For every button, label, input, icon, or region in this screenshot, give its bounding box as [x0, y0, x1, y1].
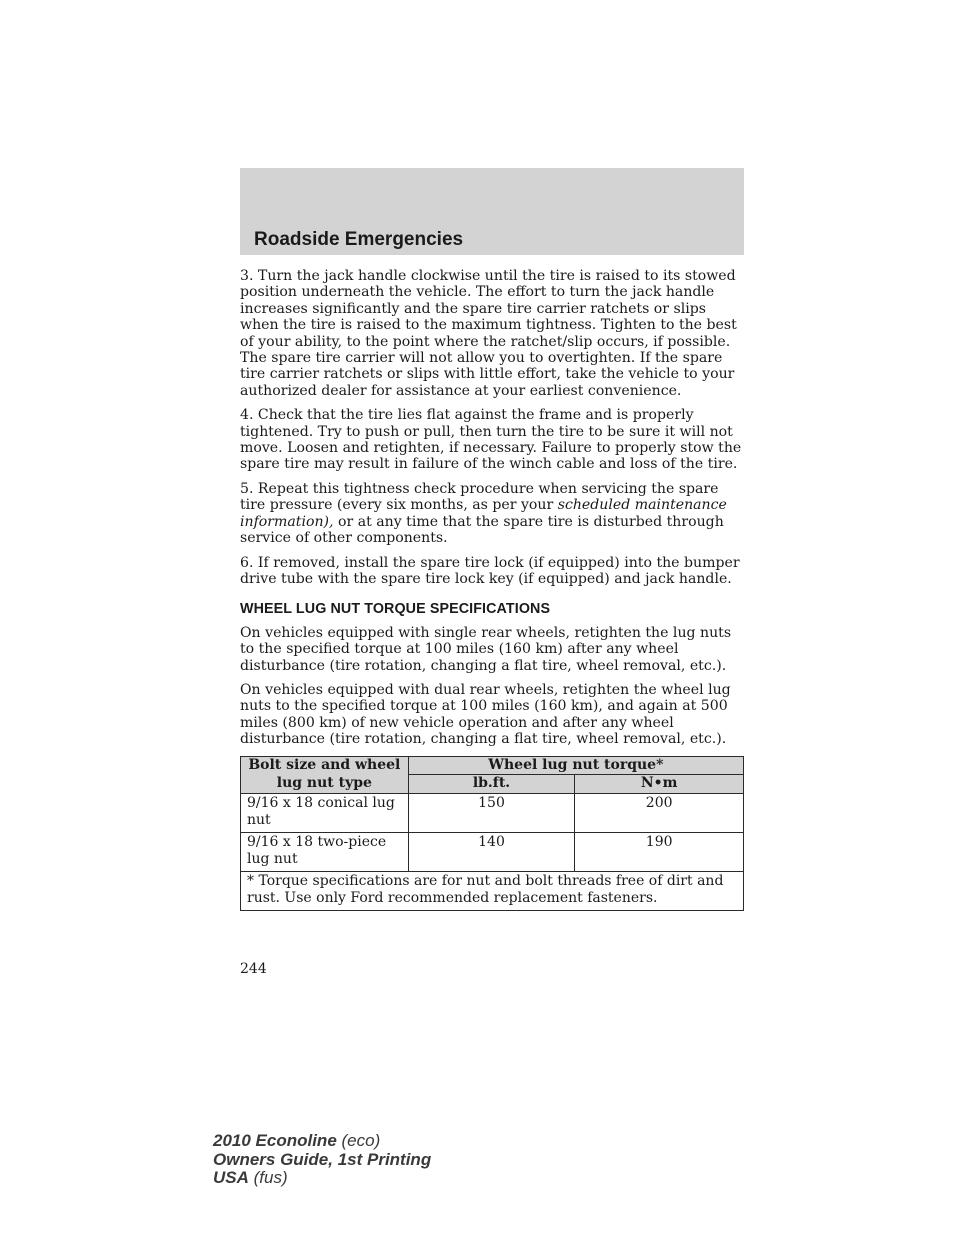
table-row: [241, 793, 744, 832]
page-number: 244: [240, 961, 267, 977]
footer-line-market: [213, 1169, 431, 1188]
cell-nm: 200: [575, 793, 744, 832]
document-footer: [213, 1132, 431, 1188]
cell-nut-type: 9/16 x 18 two-piece lug nut: [241, 832, 409, 871]
col-header-lbft: lb.ft.: [408, 775, 575, 794]
step-4-paragraph: 4. Check that the tire lies flat against the frame and is properly tightened. Try to push or pull, then turn the tire to be sure it will not move. Loosen and retighten, if necessary. Failure to properly stow the spare tire may result in failure of the winch cable and loss of the tire.: [240, 407, 742, 473]
section-heading: WHEEL LUG NUT TORQUE SPECIFICATIONS: [240, 601, 551, 618]
col-header-torque-group: Wheel lug nut torque*: [408, 756, 743, 775]
col-header-nm: N•m: [575, 775, 744, 794]
page-content: [240, 268, 744, 911]
table-footnote-row: [241, 871, 744, 910]
step-3-paragraph: 3. Turn the jack handle clockwise until the tire is raised to its stowed position underneath the vehicle. The effort to turn the jack handle increases significantly and the spare tire carrier ratchets or slips when the tire is raised to the maximum tightness. Tighten to the best of your ability, to the point where the ratchet/slip occurs, if possible. The spare tire carrier will not allow you to overtighten. If the spare tire carrier ratchets or slips with little effort, take the vehicle to your authorized dealer for assistance at your earliest convenience.: [240, 268, 737, 399]
step-5-paragraph: [240, 481, 744, 547]
step-5-text-end: or at any time that the spare tire is disturbed through service of other components.: [240, 513, 724, 547]
table-header-row: [241, 756, 744, 775]
footer-market-code: (fus): [248, 1168, 288, 1187]
cell-nm: 190: [575, 832, 744, 871]
footer-model-name: 2010 Econoline: [213, 1131, 337, 1150]
table-footnote: * Torque specifications are for nut and bolt threads free of dirt and rust. Use only Ford recommended replacement fasteners.: [241, 871, 744, 910]
dual-rear-wheels-paragraph: On vehicles equipped with dual rear wheels, retighten the wheel lug nuts to the specified torque at 100 miles (160 km), and again at 500 miles (800 km) of new vehicle operation and after any wheel disturbance (tire rotation, changing a flat tire, wheel removal, etc.).: [240, 681, 731, 748]
section-title: Roadside Emergencies: [254, 229, 464, 250]
cell-lbft: 150: [408, 793, 575, 832]
footer-line-guide: Owners Guide, 1st Printing: [213, 1149, 432, 1169]
cell-lbft: 140: [408, 832, 575, 871]
torque-spec-table: [240, 756, 744, 911]
step-6-paragraph: 6. If removed, install the spare tire lock (if equipped) into the bumper drive tube with the spare tire lock key (if equipped) and jack handle.: [240, 554, 740, 587]
footer-model-code: (eco): [336, 1131, 381, 1150]
step-5-text-start: 5. Repeat this tightness check procedure when servicing the spare tire pressure (every six months, as per your: [240, 480, 719, 514]
step-5-italic-reference: scheduled maintenance information),: [240, 497, 727, 530]
table-row: [241, 832, 744, 871]
section-header-band: [240, 168, 744, 255]
col-header-bolt-size: Bolt size and wheel lug nut type: [241, 756, 409, 793]
cell-nut-type: 9/16 x 18 conical lug nut: [241, 793, 409, 832]
footer-market-name: USA: [213, 1168, 249, 1187]
footer-line-model: [213, 1132, 431, 1151]
single-rear-wheels-paragraph: On vehicles equipped with single rear wheels, retighten the lug nuts to the specified torque at 100 miles (160 km) after any wheel disturbance (tire rotation, changing a flat tire, wheel removal, etc.).: [240, 624, 732, 674]
